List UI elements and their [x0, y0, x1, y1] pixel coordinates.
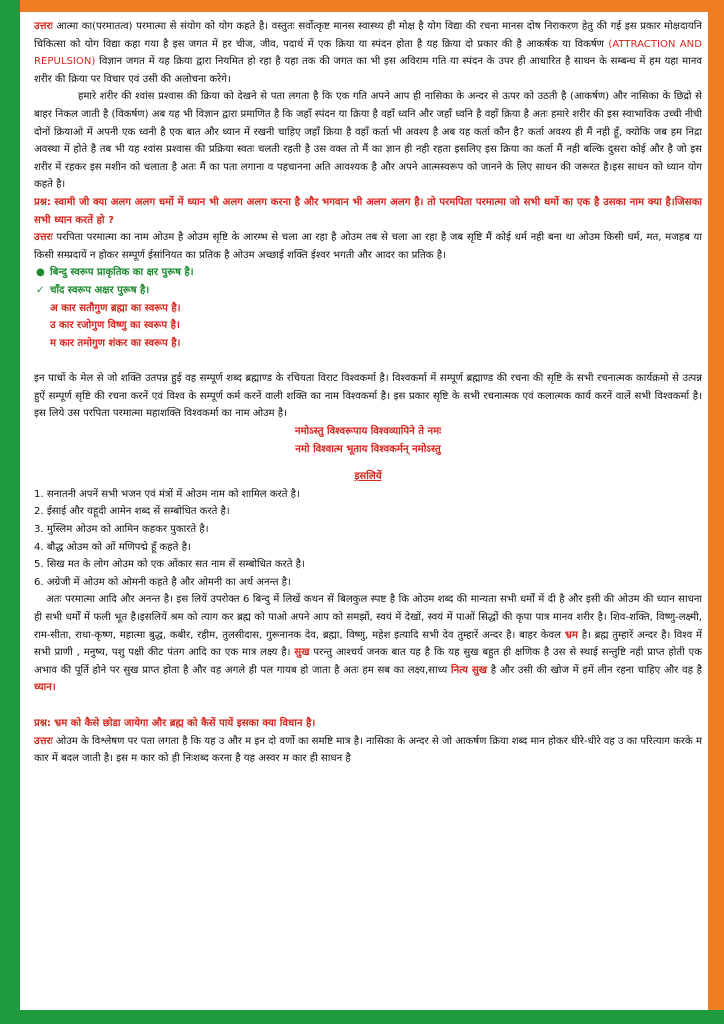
answer-label: उत्तरः: [34, 232, 53, 244]
mantra-line-1: नमोऽस्तु विश्वरूपाय विश्वव्यापिने ते नमः: [294, 426, 442, 438]
list-item: 1. सनातनी अपनें सभी भजन एवं मंत्रों में ओउम नाम को शामिल करते है।: [34, 488, 300, 500]
question-2: [34, 715, 702, 733]
mantra-line-2: नमो विश्वात्म भूताय विश्वकर्मन् नमोऽस्तु: [295, 443, 441, 455]
list-item: म कार तमोगुण शंकर का स्वरूप है।: [50, 337, 181, 349]
list-item: 4. बौद्ध ओउम को ओं मणिपद्मे हूँ कहते है।: [34, 541, 191, 553]
paragraph-vishwakarma: इन पाचों के मेल से जो शक्ति उतपन्न हुई वह सम्पूर्ण शब्द ब्रह्माण्ड के रचियता विराट विश्वकर्मा है। विश्वकर्मा में सम्पूर्ण ब्रह्माण्ड की रचना की सृष्टि के सभी रचनात्मक कार्यक्रमो से उत्पन्न हुऐं सम्पूर्ण सृष्टि की रचना करनें एवं विश्व के सम्पूर्ण कर्म करनें वाली शक्ति का नाम विश्वकर्मा है। इस प्रकार सृष्टि के सभी रचनात्मक एवं कलात्मक कार्य करनें वालें सभी विश्वकर्मा है। इस लिये उस परपिता परमात्मा महाशक्ति विश्वकर्मा का नाम ओउम है।: [34, 373, 702, 420]
highlight-bhram: भ्रम: [564, 629, 578, 641]
checkmark-icon: ✓: [36, 284, 45, 296]
question-2-text: भ्रम को कैसे छोडा जायेगा और ब्रह्म को कैसें पायें इसका क्या विधान है।: [54, 717, 316, 729]
answer-2: [34, 733, 702, 768]
om-components-list: [34, 264, 702, 352]
list-item: 5. सिख मत के लोग ओउम को एक ओंकार सत नाम सें सम्बोधित करते है।: [34, 559, 305, 571]
attraction-repulsion-highlight: (ATTRACTION AND REPULSION): [34, 38, 702, 68]
highlight-dhyan: ध्यान।: [34, 682, 56, 694]
right-border: [708, 0, 724, 1024]
question-label: प्रश्न:: [34, 196, 51, 208]
paragraph-conclusion: अतः परमात्मा आदि और अनन्त है। इस लियें उपरोक्त 6 बिन्दु में लिखें कथन सें बिलकुल स्पष्ट है कि ओउम शब्द की मान्यता सभी धर्मों में दी है और इसी की ओउम की ध्यान साधना ही सभी धर्मों में फली भूत है।इसलियें श्रम को त्याग कर ब्रह्म को पाओ अपने आप को समझों, स्वयं में देखों, स्वयं में पाओं सिद्धों की कृपा पात्र मानव शरीर है। शिव-शक्ति, विष्णु-लक्ष्मी, राम-सीता, राधा-कृष्ण, महात्मा बुद्ध, कबीर, रहीम, तुलसीदास, गुरूनानक देव, ब्रह्मा, विष्णु, महेश इत्यादि सभी देव तुम्हारें अन्दर है। बाहर केवल भ्रम है। ब्रह्म तुम्हारें अन्दर है। विश्व में सभी प्राणी , मनुष्य, पशु पक्षी कीट पंतग आदि का एक मात्र लक्ष्य है। सुख परन्तु आश्चर्य जनक बात यह है कि यह सुख बहुत ही क्षणिक है उस से स्थाई सन्तुष्टि नही प्राप्त होती एक अभाव की पूर्ति होने पर सुख प्राप्त होता है और वह अगले ही पल गायब हो जाता है अतः हम सब का लक्ष्य,साध्य नित्य सुख है और उसी की खोज में हमें लीन रहना चाहिए और वह है ध्यान।: [34, 594, 702, 694]
list-item: ✓ चाँद स्वरूप अक्षर पुरूष है।: [34, 282, 702, 300]
question-1-text: स्वामी जी क्या अलग अलग धर्मो में ध्यान भी अलग अलग करना है और भगवान भी अलग अलग है। तो परमपिता परमात्मा जो सभी धर्मो का एक है उसका नाम क्या है।जिसका सभी ध्यान करतें हो ?: [34, 196, 702, 226]
list-item: उ कार रजोगुण विष्णु का स्वरूप है।: [50, 320, 180, 332]
question-1: [34, 194, 702, 229]
top-border: [0, 0, 724, 12]
question-label: प्रश्न:: [34, 717, 51, 729]
answer-2-text: ओउम के विश्लेषण पर पता लगता है कि यह उ और म इन दो वर्णो का समष्टि मात्र है। नासिका के अन्दर से जो आकर्षण क्रिया शब्द मान होकर धीरे-धीरे वह उ का परित्याग करके म कार में बदल जाती है। इस म कार को ही निःशब्द करना है यह अस्वर म कार ही साधन है: [34, 735, 702, 765]
bottom-border: [0, 1010, 724, 1024]
bullet-dot-icon: ●: [36, 267, 45, 279]
list-item: 6. अग्रेजी में ओउम को ओमनी कहते है और ओमनी का अर्थ अनन्त है।: [34, 576, 291, 588]
list-item: 3. मुस्लिम ओउम को आमिन कहकर पुकारते है।: [34, 524, 209, 536]
section-heading: इसलियें: [354, 471, 382, 483]
list-item: 2. ईसाई और यहूदी आमेन शब्द सें सम्बोधित करते है।: [34, 506, 230, 518]
highlight-sukh: सुख: [294, 647, 310, 659]
left-border: [0, 0, 20, 1024]
document-page: [34, 18, 702, 1008]
intro-text-2: विज्ञान जगत में यह क्रिया द्वारा नियमित हो रहा है यहा तक की जगत का भी इस अविराम गति या स्पंदन के उपर ही आधारित है साधन के सम्बन्ध में हम यहा मानव शरीर की क्रिया पर विचार एवं उसी की अलोचना करेगे।: [34, 56, 702, 85]
paragraph-intro: [34, 18, 702, 88]
list-item: अ कार सतौगुण ब्रह्मा का स्वरूप है।: [50, 302, 181, 314]
highlight-nitya-sukh: नित्य सुख: [450, 664, 488, 676]
answer-1: [34, 229, 702, 264]
intro-text-1: आत्मा का(परमातत्व) परमात्मा से संयोग को योग कहते है। वस्तुतः सर्वोत्कृष्ट मानस स्वास्थ्य ही मोक्ष है योग विद्या की रचना मानस दोष निराकरण हेतु की गई इस प्रकार मोक्षदायनि चिकित्सा को योग विद्या कहा गया है इस जगत में हर चीज, जीव, पदार्थ में एक क्रिया या स्पंदन होता है यह क्रिया दो प्रकार की है आकर्षक या विकर्षण: [34, 21, 702, 50]
answer-label: उत्तरः: [34, 735, 53, 747]
paragraph-breath: हमारे शरीर की श्वांस प्रश्वास की क्रिया को देखने से पता लगता है कि एक गति अपने आप ही नासिका के अन्दर से ऊपर को उठती है (आकर्षण) और नासिका के छिद्रो से बाहर निकल जाती है (विकर्षण) अब यह भी विज्ञान द्वारा प्रमाणित है कि जहाँ स्पंदन या क्रिया है वहाँ ध्वनि और जहाँ ध्वनि है वहाँ क्रिया है अतः हमारे शरीर की इस स्वाभाविक उच्ची नीची दोनों क्रियाओ में अपनी एक ध्वनी है एक बात और ध्यान में रखनी चाहिए जहाँ क्रिया है वहाँ कर्ता भी अवश्य है अब यह कर्ता कौन है? कर्ता अवश्य ही मैं नही हूँ, क्योकि जब हम निद्रा अवस्था में होते है तब भी यह श्वांस प्रश्वास की प्रक्रिया स्वतः चलती रहती है उस वक्त तो मैं का ज्ञान ही नही रहता इसलिए इस क्रिया का कर्ता मैं नही बल्कि दुसरा कोई और है जो इस शरीर में रहकर इस मशीन को चलाता है अतः मैं का पता लगाना व पहचानना अति आवश्यक है और अपने आत्मस्वरूप को जानने के लिए साधन की जरूरत है।इस साधन को ध्यान योग कहते है।: [34, 91, 702, 191]
list-item: ● बिन्दु स्वरूप प्राकृतिक का क्षर पुरूष है।: [34, 264, 702, 282]
answer-1-text: परपिता परमात्मा का नाम ओउम है ओउम सृष्टि के आरम्भ से चला आ रहा है ओउम तब से चला आ रहा है जब सृष्टि मैं कोई धर्म नही बना था ओउम किसी धर्म, मत, मजहब या किसी सम्प्रदायें न होकर सम्पूर्ण ईसांनियत का प्रतिक है ओउम अच्छाई शक्ति ईश्वर भगती और आदर का प्रतिक है।: [34, 232, 702, 261]
answer-label: उत्तरः: [34, 21, 53, 32]
